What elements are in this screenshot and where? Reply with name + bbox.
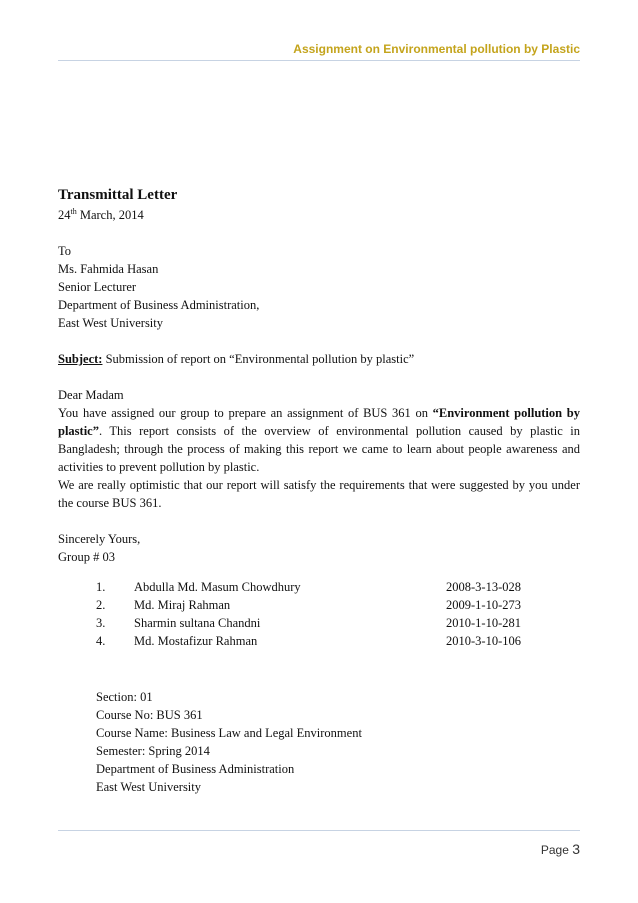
member-name: Sharmin sultana Chandni: [134, 616, 261, 630]
date-rest: March, 2014: [76, 208, 144, 222]
recipient-department: Department of Business Administration,: [58, 298, 260, 312]
date-suffix: th: [70, 206, 77, 216]
transmittal-letter: [58, 186, 580, 796]
page-footer: [58, 830, 580, 857]
body1-pre: You have assigned our group to prepare an assignment of BUS 361 on: [58, 406, 433, 420]
header-title: Assignment on Environmental pollution by Plastic: [293, 42, 580, 56]
list-item: [96, 632, 580, 650]
member-number: 2.: [96, 598, 106, 612]
to-label: To: [58, 244, 72, 258]
body1-post: . This report consists of the overview of environmental pollution caused by plastic in Bangladesh; through the process of making this report we came to learn about people awareness and activities to prevent pollution by plastic.: [58, 424, 580, 474]
member-number: 1.: [96, 580, 106, 594]
recipient-university: East West University: [58, 316, 163, 330]
member-id: 2009-1-10-273: [446, 598, 521, 612]
member-id: 2010-3-10-106: [446, 634, 521, 648]
list-item: [96, 614, 580, 632]
salutation: Dear Madam: [58, 388, 124, 402]
group-label: Group # 03: [58, 550, 115, 564]
course-number: Course No: BUS 361: [96, 708, 203, 722]
subject-line: [58, 350, 580, 368]
member-number: 3.: [96, 616, 106, 630]
recipient-name: Ms. Fahmida Hasan: [58, 262, 159, 276]
page-header: [58, 38, 580, 61]
member-list: [96, 578, 580, 650]
course-department: Department of Business Administration: [96, 762, 295, 776]
page-label: Page: [540, 843, 573, 857]
letter-title: Transmittal Letter: [58, 187, 178, 203]
closing: Sincerely Yours,: [58, 532, 141, 546]
recipient-designation: Senior Lecturer: [58, 280, 137, 294]
course-semester: Semester: Spring 2014: [96, 744, 210, 758]
member-id: 2008-3-13-028: [446, 580, 521, 594]
member-name: Md. Miraj Rahman: [134, 598, 231, 612]
course-section: Section: 01: [96, 690, 153, 704]
page-number-value: 3: [572, 841, 580, 857]
subject-text: Submission of report on “Environmental pollution by plastic”: [102, 352, 415, 366]
body1-bold: “Environment pollution by plastic”: [58, 406, 580, 438]
course-info: [96, 688, 580, 796]
body-paragraph-2: We are really optimistic that our report will satisfy the requirements that were suggested by you under the course BUS 361.: [58, 478, 580, 510]
list-item: [96, 596, 580, 614]
member-name: Abdulla Md. Masum Chowdhury: [134, 580, 301, 594]
member-id: 2010-1-10-281: [446, 616, 521, 630]
date-day: 24: [58, 208, 71, 222]
page-number: [541, 841, 580, 857]
letter-date: [58, 206, 580, 224]
course-university: East West University: [96, 780, 201, 794]
list-item: [96, 578, 580, 596]
subject-label: Subject:: [58, 352, 103, 366]
course-name: Course Name: Business Law and Legal Environment: [96, 726, 362, 740]
member-number: 4.: [96, 634, 106, 648]
body-paragraph-1: [58, 404, 580, 476]
member-name: Md. Mostafizur Rahman: [134, 634, 258, 648]
